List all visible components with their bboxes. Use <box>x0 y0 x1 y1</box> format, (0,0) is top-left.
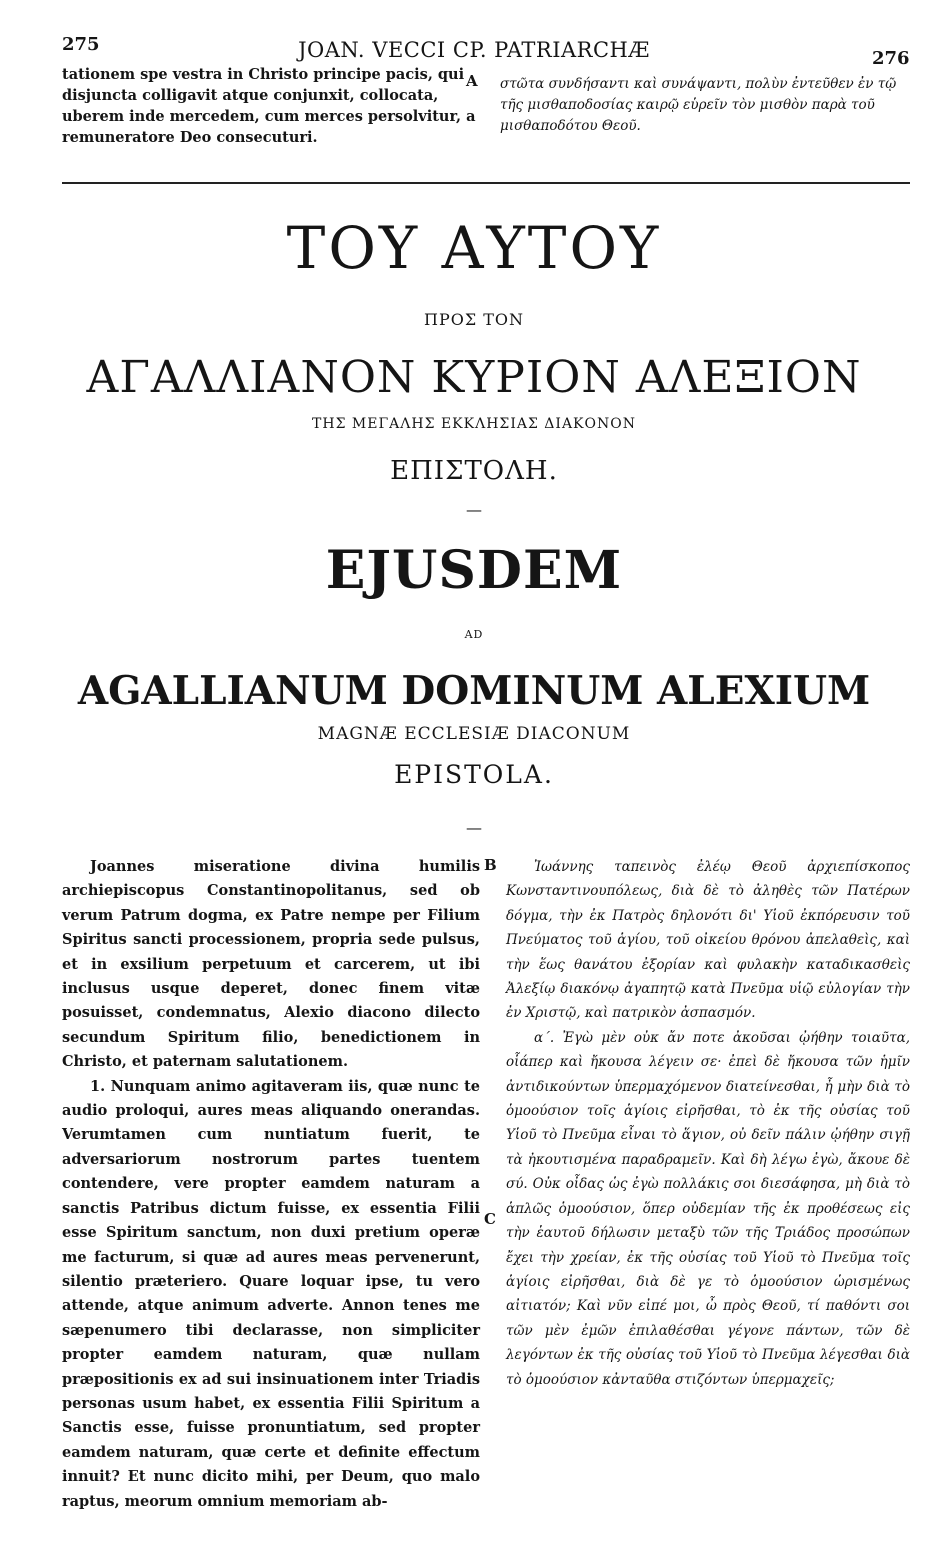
greek-title-name: ΑΓΑΛΛΙΑΝΟΝ ΚΥΡΙΟΝ ΑΛΕΞΙΟΝ <box>86 352 862 403</box>
margin-letter-a: A <box>466 72 478 90</box>
page-number-right: 276 <box>872 48 910 69</box>
page-number-left: 275 <box>62 34 100 55</box>
greek-salutation-paragraph: Ἰωάννης ταπεινὸς ἐλέῳ Θεοῦ ἀρχιεπίσκοπος Κωνσταντινουπόλεως, διὰ δὲ τὸ ἀληθὲς τῶν Πατέρων δόγμα, τὴν ἐκ Πατρὸς δηλονότι δι' Υἱοῦ ἐκπόρευσιν τοῦ Πνεύματος τοῦ ἁγίου, τοῦ οἰκείου θρόνου ἀπελαθεὶς, καὶ τὴν ἕως θανάτου ἐξορίαν καὶ φυλακὴν καταδικασθεὶς Ἀλεξίῳ διακόνῳ ἀγαπητῷ κατὰ Πνεῦμα υἱῷ εὐλογίαν τὴν ἐν Χριστῷ, καὶ πατρικὸν ἀσπασμόν. <box>506 859 910 1022</box>
latin-title-ad: AD <box>464 628 484 641</box>
running-title: JOAN. VECCI CP. PATRIARCHÆ <box>298 38 650 62</box>
greek-continuation: στῶτα συνδήσαντι καὶ συνάψαντι, πολὺν ἐντεῦθεν ἐν τῷ τῆς μισθαποδοσίας καιρῷ εὑρεῖν τὸν μισθὸν παρὰ τοῦ μισθαποδότου Θεοῦ. <box>500 76 897 134</box>
latin-body-column <box>62 855 480 1514</box>
greek-title-main: ΤΟΥ ΑΥΤΟΥ <box>286 214 662 282</box>
greek-paragraph-1: α΄. Ἐγὼ μὲν οὐκ ἄν ποτε ἀκοῦσαι ᾠήθην τοιαῦτα, οἷάπερ καὶ ἤκουσα λέγειν σε· ἐπεὶ δὲ ἤκουσα τῶν ἡμῖν ἀντιδικούντων ὑπερμαχόμενον διατείνεσθαι, ἦ μὴν διὰ τὸ ὁμοούσιον τοῖς ἁγίοις εἰρῆσθαι, τὸ ἐκ τῆς οὐσίας τοῦ Υἱοῦ τὸ Πνεῦμα εἶναι τὸ ἅγιον, οὐ δεῖν πάλιν ᾠήθην σιγῇ τὰ ἠκουτισμένα παραδραμεῖν. Καὶ δὴ λέγω ἐγὼ, ἄκουε δὲ σύ. Οὐκ οἶδας ὡς ἐγὼ πολλάκις σοι διεσάφησα, μὴ διὰ τὸ ἁπλῶς ὁμοούσιον, ὅπερ οὐδεμίαν τῆς ἐκ προθέσεως εἰς τὴν ἑαυτοῦ δήλωσιν μεταξὺ τῶν τῆς Τριάδος προσώπων ἔχει τὴν χρείαν, ἐκ τῆς οὐσίας τοῦ Υἱοῦ τὸ Πνεῦμα τοῖς ἁγίοις εἰρῆσθαι, διὰ δὲ γε τὸ ὁμοούσιον ὡρισμένως αἰτιατόν; Καὶ νῦν εἰπέ μοι, ὦ πρὸς Θεοῦ, τί παθόντι σοι τῶν μὲν ἐμῶν ἐπιλαθέσθαι γέγονε πάντων, τῶν δὲ λεγόντων ἐκ τῆς οὐσίας τοῦ Υἱοῦ τὸ Πνεῦμα λέγεσθαι διὰ τὸ ὁμοούσιον κἀνταῦθα στιζόντων ὑπερμαχεῖς; <box>506 1029 910 1388</box>
greek-body-column <box>506 855 910 1392</box>
latin-title-main: EJUSDEM <box>325 540 623 601</box>
latin-title-office: MAGNÆ ECCLESIÆ DIACONUM <box>317 724 631 744</box>
section-divider <box>62 182 910 184</box>
latin-paragraph-1: 1. Nunquam animo agitaveram iis, quæ nunc te audio proloqui, aures meas aliquando onerandas. Verumtamen cum nuntiatum fuerit, te adversariorum nostrorum partes tuentem contendere, vere propter eamdem naturam a sanctis Patribus dictum fuisse, ex essentia Filii esse Spiritum sanctum, non duxi pretium operæ me facturum, si quæ ad aures meas pervenerunt, silentio præteriero. Quare loquar ipse, tu vero attende, atque animum adverte. Annon tenes me sæpenumero tibi declarasse, non simpliciter propter eamdem naturam, quæ nullam præpositionis ex ad sui insinuationem inter Triadis personas usum habet, ex essentia Filii Spiritum a Sanctis esse, fuisse pronuntiatum, sed propter eamdem naturam, quæ certe et definite effectum innuit? Et nunc dicito mihi, per Deum, quo malo raptus, meorum omnium memoriam ab- <box>62 1077 480 1510</box>
title-dash-2: — <box>466 818 482 837</box>
latin-title-name: AGALLIANUM DOMINUM ALEXIUM <box>77 668 871 714</box>
latin-title-epistola: EPISTOLA. <box>394 760 554 789</box>
title-dash-1: — <box>466 500 482 519</box>
greek-title-office: ΤΗΣ ΜΕΓΑΛΗΣ ΕΚΚΛΗΣΙΑΣ ΔΙΑΚΟΝΟΝ <box>312 416 636 432</box>
margin-letter-b: B <box>484 856 497 874</box>
greek-title-pros: ΠΡΟΣ ΤΟΝ <box>423 310 525 329</box>
latin-salutation-paragraph: Joannes miseratione divina humilis archiepiscopus Constantinopolitanus, sed ob verum Patrum dogma, ex Patre nempe per Filium Spiritus sancti processionem, propria sede pulsus, et in exsilium perpetuum et carcerem, ut ibi inclusus usque deperet, donec finem vitæ posuisset, condemnatus, Alexio diacono dilecto secundum Spiritum filio, benedictionem in Christo, et paternam salutationem. <box>62 858 480 1071</box>
latin-continuation: tationem spe vestra in Christo principe pacis, qui disjuncta colligavit atque conjunxit, collocata, uberem inde mercedem, cum merces persolvitur, a remuneratore Deo consecuturi. <box>62 66 476 146</box>
margin-letter-c: C <box>484 1210 496 1228</box>
greek-title-epistole: ΕΠΙΣΤΟΛΗ. <box>390 456 558 486</box>
